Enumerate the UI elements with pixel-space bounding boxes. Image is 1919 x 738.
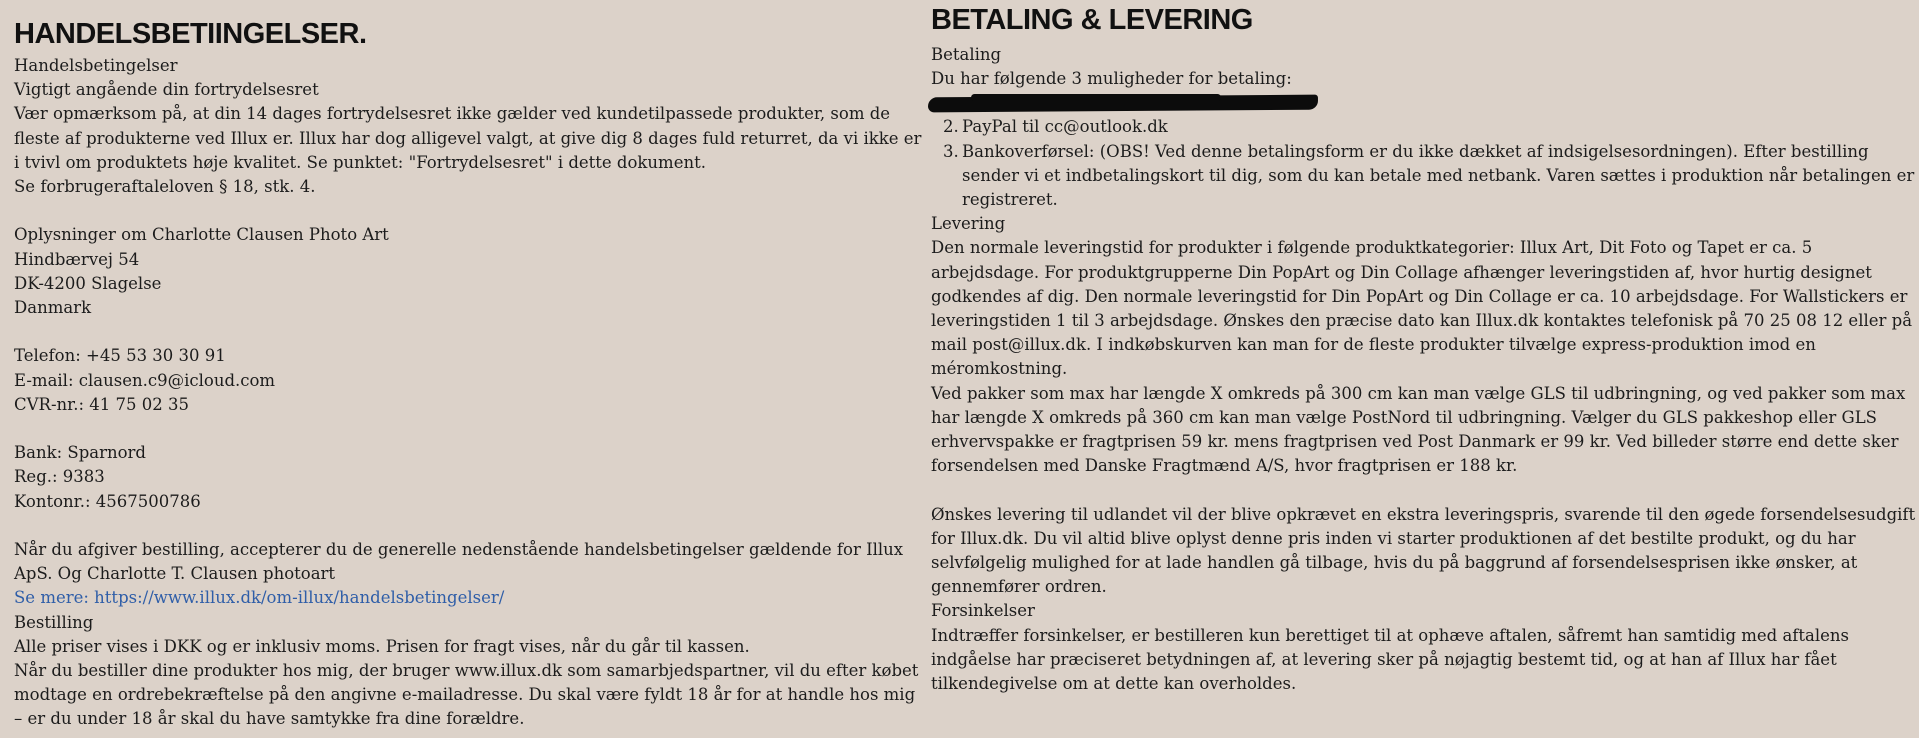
redaction-mark <box>971 94 1221 101</box>
payment-delivery-column <box>931 0 1919 696</box>
order-title: Bestilling <box>14 612 94 632</box>
withdrawal-title: Vigtigt angående din fortrydelsesret <box>14 80 319 100</box>
payment-intro: Du har følgende 3 muligheder for betaling: <box>931 69 1292 89</box>
order-text-prices: Alle priser vises i DKK og er inklusiv moms. Prisen for fragt vises, når du går til kassen. <box>14 636 750 656</box>
option-text: PayPal til cc@outlook.dk <box>962 117 1168 137</box>
spacer <box>14 199 924 223</box>
spacer <box>931 478 1919 502</box>
delivery-shipping-text: Ved pakker som max har længde X omkreds på 300 cm kan man vælge GLS til udbringning, og ved pakker som max har længde X omkreds på 360 cm kan man vælge PostNord til udbringning. Vælger du GLS pakkeshop eller GLS erhvervspakke er fragtprisen 59 kr. mens fragtprisen ved Post Danmark er 99 kr. Ved billeder større end dette sker forsendelsen med Danske Fragtmænd A/S, hvor fragtprisen er 188 kr. <box>931 383 1906 476</box>
accept-terms-text: Når du afgiver bestilling, accepterer du de generelle nedenstående handelsbetingelser gældende for Illux ApS. Og Charlotte T. Clausen photoart <box>14 540 904 584</box>
address-city: DK-4200 Slagelse <box>14 273 162 293</box>
option-number: 3. <box>943 141 959 161</box>
phone: Telefon: +45 53 30 30 91 <box>14 346 226 366</box>
payment-heading: BETALING & LEVERING <box>931 4 1253 36</box>
address-street: Hindbærvej 54 <box>14 249 140 269</box>
option-text: Bankoverførsel: (OBS! Ved denne betalingsform er du ikke dækket af indsigelsesordningen). Efter bestilling sender vi et indbetalingskort til dig, som du kan betale med netbank. Varen sættes i produktion når betalingen er registreret. <box>962 141 1915 210</box>
delay-text: Indtræffer forsinkelser, er bestilleren kun berettiget til at ophæve aftalen, såfremt han samtidig med aftalens indgåelse har præciseret betydningen af, at levering sker på nøjagtig bestemt tid, og at han af Illux har fået tilkendegivelse om at dette kan overholdes. <box>931 625 1850 694</box>
option-number: 2. <box>943 117 959 137</box>
cvr-number: CVR-nr.: 41 75 02 35 <box>14 394 190 414</box>
spacer <box>14 417 924 441</box>
terms-subheading: Handelsbetingelser <box>14 56 178 75</box>
terms-heading: HANDELSBETIINGELSER. <box>14 18 367 50</box>
payment-option <box>931 115 1919 139</box>
delivery-abroad-text: Ønskes levering til udlandet vil der blive opkrævet en ekstra leveringspris, svarende til den øgede forsendelsesudgift for Illux.dk. Du vil altid blive oplyst denne pris inden vi starter produktionen af det bestilte produkt, og du har selvfølgelig mulighed for at lade handlen gå tilbage, hvis du på baggrund af forsendelsesprisen ikke ønsker, at gennemfører ordren. <box>931 504 1916 597</box>
spacer <box>14 320 924 344</box>
withdrawal-text: Vær opmærksom på, at din 14 dages fortrydelsesret ikke gælder ved kundetilpassede produkter, som de fleste af produkterne ved Illux er. Illux har dog alligevel valgt, at give dig 8 dages fuld returret, da vi ikke er i tvivl om produktets høje kvalitet. Se punktet: "Fortrydelsesret" i dette dokument. <box>14 104 922 172</box>
bank-account: Kontonr.: 4567500786 <box>14 491 201 511</box>
company-info-title: Oplysninger om Charlotte Clausen Photo Art <box>14 225 389 245</box>
terms-link[interactable]: Se mere: https://www.illux.dk/om-illux/handelsbetingelser/ <box>14 588 505 608</box>
payment-option <box>931 140 1919 213</box>
payment-options-list <box>931 115 1919 212</box>
law-reference: Se forbrugeraftaleloven § 18, stk. 4. <box>14 177 316 197</box>
delay-title: Forsinkelser <box>931 601 1035 621</box>
order-text-confirmation: Når du bestiller dine produkter hos mig, der bruger www.illux.dk som samarbjedspartner, vil du efter købet modtage en ordrebekræftelse på den angivne e-mailadresse. Du skal være fyldt 18 år for at handle hos mig – er du under 18 år skal du have samtykke fra dine forældre. <box>14 661 919 729</box>
delivery-title: Levering <box>931 214 1006 234</box>
delivery-time-text: Den normale leveringstid for produkter i følgende produktkategorier: Illux Art, Dit Foto og Tapet er ca. 5 arbejdsdage. For produktgrupperne Din PopArt og Din Collage afhænger leveringstiden af, hvor hurtig designet godkendes af dig. Den normale leveringstid for Din PopArt og Din Collage er ca. 10 arbejdsdage. For Wallstickers er leveringstiden 1 til 3 arbejdsdage. Ønskes den præcise dato kan Illux.dk kontaktes telefonisk på 70 25 08 12 eller på mail post@illux.dk. I indkøbskurven kan man for de fleste produkter tilvælge express-produktion imod en méromkostning. <box>931 238 1913 379</box>
bank-name: Bank: Sparnord <box>14 443 146 463</box>
payment-title: Betaling <box>931 45 1002 64</box>
spacer <box>14 514 924 538</box>
redacted-payment-option <box>931 91 1919 115</box>
bank-reg: Reg.: 9383 <box>14 467 105 487</box>
address-country: Danmark <box>14 298 92 318</box>
email: E-mail: clausen.c9@icloud.com <box>14 370 276 390</box>
terms-column <box>14 0 924 732</box>
